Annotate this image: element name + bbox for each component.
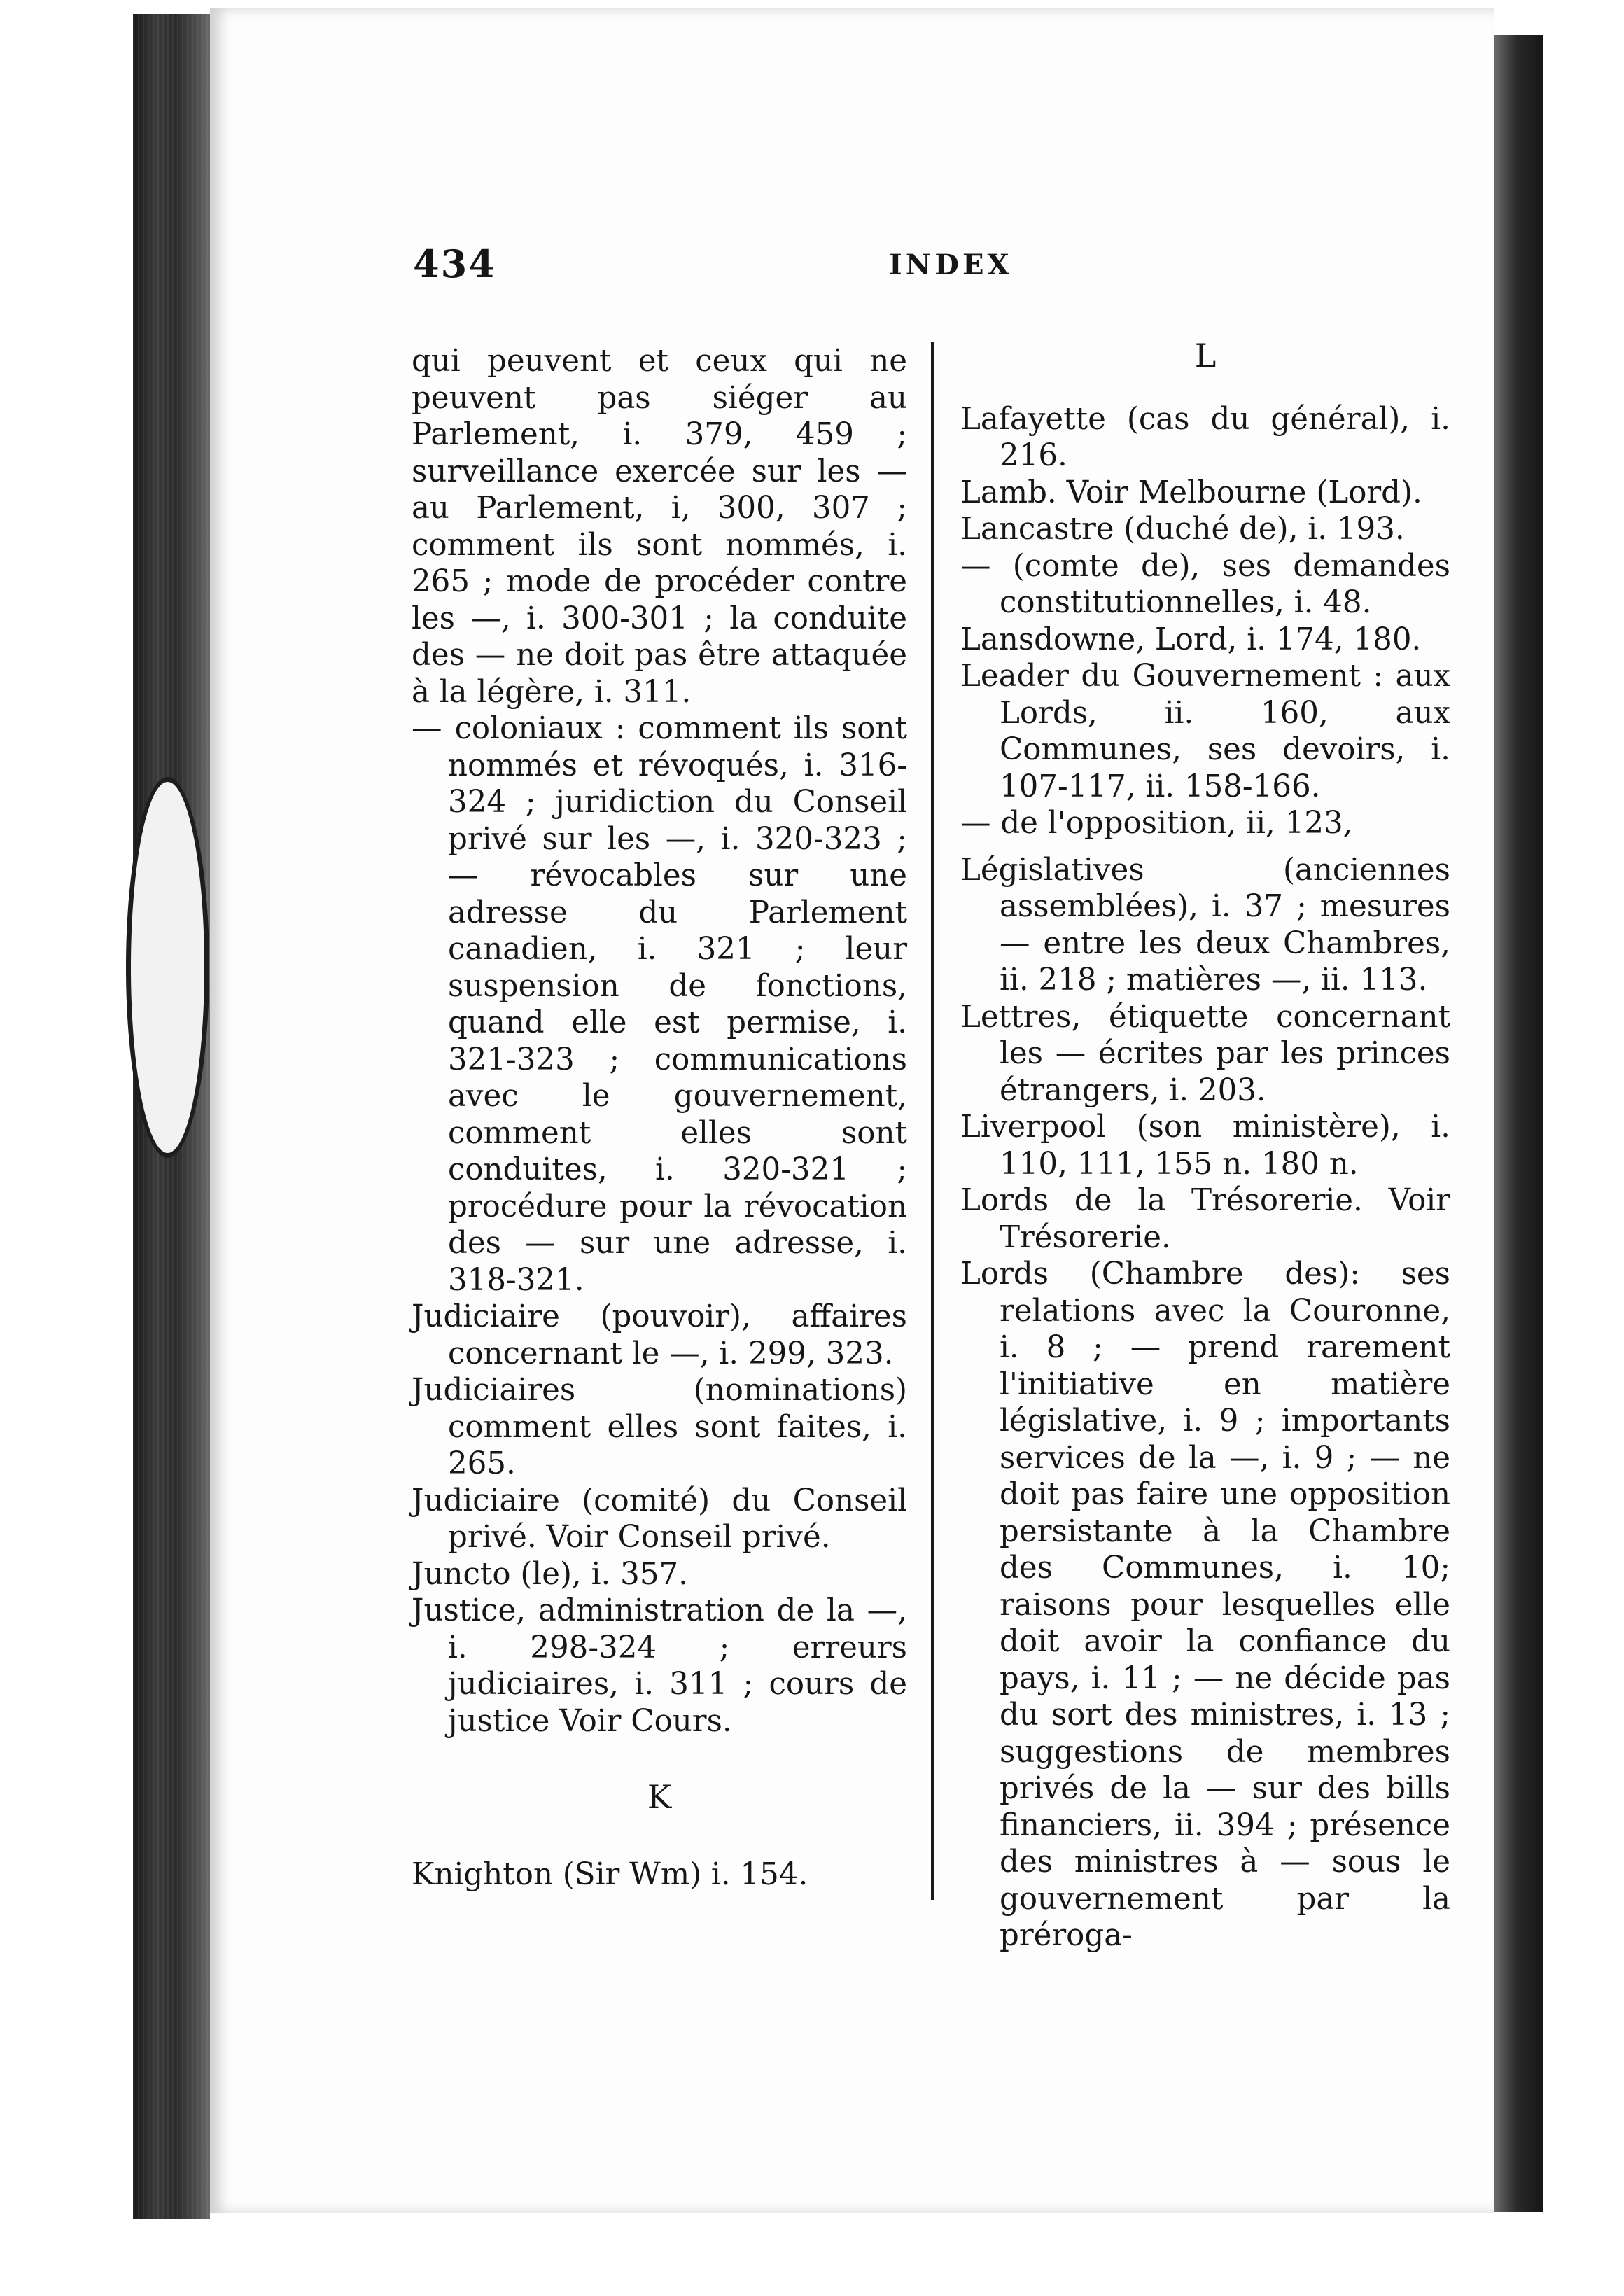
right-column xyxy=(960,337,1450,1954)
index-entry: Lords de la Trésorerie. Voir Trésorerie. xyxy=(960,1183,1450,1255)
index-entry: Lafayette (cas du général), i. 216. xyxy=(960,401,1450,473)
library-stamp xyxy=(126,777,209,1158)
index-entry: Législatives (anciennes assemblées), i. 37 ; mesures — entre les deux Chambres, ii. 218 ; matières —, ii. 113. xyxy=(960,852,1450,997)
index-entry: Judiciaire (comité) du Conseil privé. Voir Conseil privé. xyxy=(412,1483,907,1555)
index-entry: — (comte de), ses demandes constitutionnelles, i. 48. xyxy=(960,548,1450,620)
index-entry: — coloniaux : comment ils sont nommés et révoqués, i. 316-324 ; juridiction du Conseil privé sur les —, i. 320-323 ; — révocables sur une adresse du Parlement canadien, i. 321 ; leur suspension de fonctions, quand elle est permise, i. 321-323 ; communications avec le gouvernement, comment elles sont conduites, i. 320-321 ; procédure pour la révocation des — sur une adresse, i. 318-321. xyxy=(412,711,907,1298)
running-head: INDEX xyxy=(889,248,1013,281)
index-entry: Juncto (le), i. 357. xyxy=(412,1556,689,1592)
facing-page-edge xyxy=(1494,35,1544,2212)
section-letter-k: K xyxy=(647,1778,672,1816)
index-entry: Leader du Gouvernement : aux Lords, ii. 160, aux Communes, ses devoirs, i. 107-117, ii. 158-166. xyxy=(960,659,1450,804)
page-number: 434 xyxy=(413,241,496,286)
index-entry: — de l'opposition, ii, 123, xyxy=(960,806,1353,841)
left-column xyxy=(412,343,907,1893)
index-entry: Lettres, étiquette concernant les — écrites par les princes étrangers, i. 203. xyxy=(960,999,1450,1108)
index-entry: Liverpool (son ministère), i. 110, 111, 155 n. 180 n. xyxy=(960,1110,1450,1182)
index-entry: Lansdowne, Lord, i. 174, 180. xyxy=(960,622,1422,657)
index-entry: Knighton (Sir Wm) i. 154. xyxy=(412,1856,808,1892)
index-entry: Lords (Chambre des): ses relations avec la Couronne, i. 8 ; — prend rarement l'initiative en matière législative, i. 9 ; importants services de la —, i. 9 ; — ne doit pas faire une opposition persistante à la Chambre des Communes, i. 10; raisons pour lesquelles elle doit avoir la confiance du pays, i. 11 ; — ne décide pas du sort des ministres, i. 13 ; suggestions de membres privés de la — sur des bills financiers, ii. 394 ; présence des ministres à — sous le gouvernement par la préroga- xyxy=(960,1256,1450,1953)
index-entry: Justice, administration de la —, i. 298-324 ; erreurs judiciaires, i. 311 ; cours de justice Voir Cours. xyxy=(412,1593,907,1739)
section-letter-l: L xyxy=(1194,337,1217,374)
index-entry: Lamb. Voir Melbourne (Lord). xyxy=(960,475,1422,510)
index-entry: Judiciaire (pouvoir), affaires concernant le —, i. 299, 323. xyxy=(412,1299,907,1371)
column-divider xyxy=(931,342,934,1900)
index-entry: qui peuvent et ceux qui ne peuvent pas siéger au Parlement, i. 379, 459 ; surveillance exercée sur les — au Parlement, i, 300, 307 ; comment ils sont nommés, i. 265 ; mode de procéder contre les —, i. 300-301 ; la conduite des — ne doit pas être attaquée à la légère, i. 311. xyxy=(412,344,907,710)
index-entry: Judiciaires (nominations) comment elles sont faites, i. 265. xyxy=(412,1373,907,1481)
index-entry: Lancastre (duché de), i. 193. xyxy=(960,512,1405,547)
